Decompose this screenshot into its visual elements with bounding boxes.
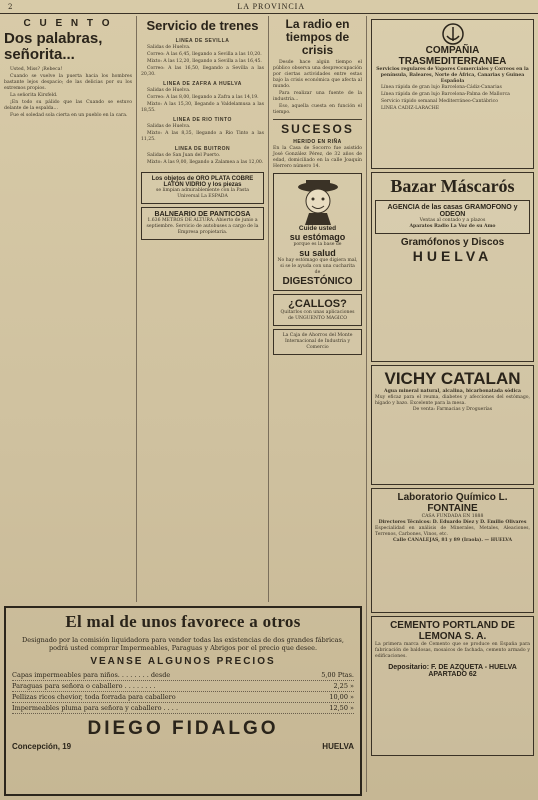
train-line-title: LINEA DE ZAFRA A HUELVA: [163, 81, 242, 87]
column-radio: [268, 16, 362, 602]
train-line-text: Salidas de Huelva.: [147, 124, 191, 129]
ad-digestonico: [273, 173, 362, 291]
price-item: Paraguas para señora o caballero . . . . . . . .: [12, 682, 156, 690]
ad-bazar-ventas: Ventas al contado y a plazos: [419, 218, 486, 223]
story-body: [4, 67, 132, 119]
train-line-text: Mixto: A las 8,35, llegando a Rio Tinto a las 11,25.: [141, 131, 264, 142]
ad-bazar-agencia: AGENCIA de las casas GRAMOFONO y ODEON: [387, 204, 518, 218]
ad-fidalgo-prices-title: VEANSE ALGUNOS PRECIOS: [90, 656, 276, 667]
ad-vichy-title: VICHY CATALAN: [384, 369, 521, 388]
train-line-text: Mixto: A las 15,30, llegando a Valdelamusa a las 18,55.: [141, 102, 264, 113]
ad-cemento-lemona: [371, 616, 534, 756]
masthead: [0, 0, 538, 14]
ad-digest-brand: DIGESTÓNICO: [282, 276, 353, 287]
ad-digest-line2: su estómago: [289, 232, 346, 242]
sucesos-title: SUCESOS: [281, 122, 354, 136]
ad-caja-text: La Caja de Ahorros del Monte Internacional de Industria y Comercio: [282, 333, 353, 350]
ad-balneario-title: BALNEARIO DE PANTICOSA: [154, 211, 251, 218]
train-line-title: LINEA DE SEVILLA: [175, 38, 230, 44]
ad-vichy-catalan: [371, 365, 534, 485]
ad-vichy-detail: Muy eficaz para el reuma, diabetes y afecciones del estómago, hígado y bazo. Excelente para la mesa.: [375, 395, 530, 406]
price-item: Pellizas ricos chevior, toda forrada para caballero: [12, 693, 176, 701]
ad-trasme-line: Servicio rápido semanal Mediterráneo-Cantábrico: [381, 99, 498, 104]
ad-fidalgo-street: Concepción, 19: [12, 742, 72, 751]
ad-lab-sub: CASA FUNDADA EN 1888: [421, 514, 484, 519]
train-line-text: Correo: A las 6,45, llegando a Sevilla a las 10,20.: [147, 52, 262, 57]
train-line-title: LINEA DE BUITRON: [174, 146, 231, 152]
ad-digest-line3: porque es la base de: [293, 242, 342, 247]
ad-trasme-line: Línea rápida de gran lujo Barcelona-Palma de Mallorca: [381, 92, 510, 97]
train-line-text: Mixto: A las 12,20, llegando a Sevilla a las 16,45.: [147, 59, 262, 64]
divider: [273, 119, 362, 120]
ad-trasme-text: Servicios regulares de Vapores Comerciales y Correos en la península, Baleares, Norte de África, Canarias y Guinea Española: [376, 67, 529, 84]
page-number: 2: [8, 2, 13, 11]
price-row: [12, 692, 354, 703]
ad-caja-ahorros: [273, 329, 362, 355]
ad-vichy-text: Agua mineral natural, alcalina, bicarbonatada sódica: [384, 389, 521, 394]
ad-fidalgo-brand: DIEGO FIDALGO: [87, 718, 279, 739]
train-line-text: Salidas de San Juan del Puerto.: [147, 153, 221, 158]
ad-trasme-title: COMPAÑIA TRASMEDITERRANEA: [398, 45, 507, 67]
price-value: 12,50 »: [329, 704, 354, 712]
train-line-text: Salidas de Huelva.: [147, 45, 191, 50]
ad-fidalgo-city: HUELVA: [322, 742, 354, 751]
ad-cemento-title: CEMENTO PORTLAND DE LEMONA S. A.: [390, 620, 515, 642]
ad-callos-title: ¿CALLOS?: [288, 298, 347, 310]
price-row: [12, 670, 354, 681]
train-line-text: Correo: A las 8,00, llegando a Zafra a las 14,19.: [147, 95, 259, 100]
story-headline: Dos palabras, señorita...: [4, 30, 103, 63]
story-paragraph: Cuando se vuelve la puerta hacia los hombres bastante lejos despacio; de las delicias por su los extremos propios.: [4, 74, 132, 91]
ad-bazar-mascaros: [371, 172, 534, 362]
trains-schedule: [141, 38, 264, 166]
radio-headline: La radio en tiempos de crisis: [285, 17, 350, 57]
ad-lab-addr: Calle CANALEJAS, 81 y 89 (Iraola). — HUELVA: [392, 538, 513, 543]
ad-callos: [273, 294, 362, 326]
story-kicker: C U E N T O: [23, 18, 113, 29]
ad-trasmediterranea: [371, 19, 534, 169]
ad-lab-detail: Especialidad en análisis de Minerales, Metales, Aleaciones, Terrenos, Carbones, Vinos, etc.: [375, 526, 530, 537]
price-row: [12, 703, 354, 714]
price-value: 5,00 Ptas.: [321, 671, 354, 679]
ad-bazar-box: [375, 200, 530, 234]
portrait-illustration-icon: [277, 177, 358, 225]
trains-headline: Servicio de trenes: [146, 18, 259, 33]
ad-vichy-footer: De venta: Farmacias y Droguerías: [412, 407, 493, 412]
anchor-logo-icon: [375, 23, 530, 45]
story-paragraph: Fue el soledad sola cierta en un pueblo en la cara.: [10, 113, 128, 118]
ad-cemento-apartado: APARTADO 62: [428, 671, 477, 678]
ad-diego-fidalgo: [4, 606, 362, 796]
ad-cemento-text: La primera marca de Cemento que se produce en España para fabricación de baldosas, mosaicos de fachada, cemento armado y edificaciones.: [375, 642, 530, 659]
ad-balneario-text: 1.636 METROS DE ALTURA. Abierto de junio a septiembre. Servicio de autobuses a cargo de la Empresa propietaria.: [146, 218, 259, 235]
ad-pasta-text: se limpian admirablemente con la Pasta Universal La ESPADA: [155, 188, 249, 199]
train-line-text: Correo: A las 16,50, llegando a Sevilla a las 20,30.: [141, 66, 264, 77]
ad-trasme-lines: [375, 85, 530, 112]
price-row: [12, 681, 354, 692]
train-line-text: Mixto: A las 9,00, llegando a Zalamea a las 12,00.: [147, 160, 264, 165]
ad-lab-text: Directores Técnicos: D. Eduardo Díez y D. Emilio Olivares: [378, 520, 527, 525]
ad-digest-line5: No hay estómago que digiera mal, si se le ayuda con una cucharita de: [277, 258, 358, 275]
train-line-text: Salidas de Huelva.: [147, 88, 191, 93]
column-trains: [136, 16, 264, 602]
ad-cemento-dep: Depositario: F. DE AZQUETA - HUELVA: [388, 664, 517, 671]
ad-bazar-sub: Gramófonos y Discos: [400, 237, 505, 248]
ad-fidalgo-title: El mal de unos favorece a otros: [65, 612, 301, 631]
ad-digest-line4: su salud: [299, 248, 336, 258]
price-value: 2,25 »: [333, 682, 354, 690]
radio-paragraph: Para realizar una fuente de la industria...: [273, 91, 362, 102]
ad-callos-text: Quitarlos con unas aplicaciones de UNGUENTO MAGICO: [280, 310, 355, 321]
ad-pasta-title: Los objetos de ORO PLATA COBRE LATÓN VIDRIO y los piezas: [151, 176, 254, 188]
ad-fidalgo-address: [12, 742, 354, 751]
column-ads: [366, 16, 534, 792]
ad-laboratorio-fontaine: [371, 488, 534, 613]
ad-digest-line1: Cuide usted: [298, 225, 337, 232]
ad-balneario: [141, 207, 264, 240]
sucesos-text: En la Casa de Socorro fue asistido José González Pérez, de 32 años de edad, domiciliado en la calle Joaquín Herrero número 14.: [273, 146, 362, 169]
column-story: [4, 16, 132, 602]
price-item: Capas impermeables para niños. . . . . . . . desde: [12, 671, 171, 679]
ad-bazar-radio: Aparatos Radio La Voz de su Amo: [409, 224, 496, 229]
radio-paragraph: Eso, aquella cuesta en función el tiempo.: [273, 104, 362, 115]
sucesos-subtitle: HERIDO EN RIÑA: [293, 139, 342, 145]
radio-body: [273, 60, 362, 116]
ad-trasme-line: LINEA CADIZ-LARACHE: [381, 106, 440, 111]
ad-bazar-city: HUELVA: [412, 248, 493, 264]
story-paragraph: ¡En todo su pálido que las Cuando se estuvo delante de la espalda...: [4, 100, 132, 111]
story-paragraph: Usted, Miss? ¡Rebeca!: [10, 67, 63, 72]
price-value: 10,00 »: [329, 693, 354, 701]
ad-trasme-line: Línea rápida de gran lujo Barcelona-Cádiz-Canarias: [381, 85, 502, 90]
ad-pasta-universal: [141, 172, 264, 204]
ad-lab-title: Laboratorio Químico L. FONTAINE: [397, 492, 508, 514]
radio-paragraph: Desde hace algún tiempo el público observa una despreocupación por ciertas actividades entre estas bajo la crisis económica que afecta al mundo.: [273, 60, 362, 89]
newspaper-name: LA PROVINCIA: [237, 2, 306, 11]
train-line-title: LINEA DE RIO TINTO: [173, 117, 232, 123]
ad-fidalgo-lead: Designado por la comisión liquidadora para vender todas las existencias de dos grandes fábricas, podrá usted comprar Impermeables, Paraguas y Abrigos por el precio que desee.: [22, 636, 344, 652]
price-list: [12, 670, 354, 714]
price-item: Impermeables pluma para señora y caballero . . . .: [12, 704, 179, 712]
story-paragraph: La señorita Kirsfeld.: [10, 93, 58, 98]
ad-bazar-title: Bazar Máscarós: [390, 176, 515, 196]
